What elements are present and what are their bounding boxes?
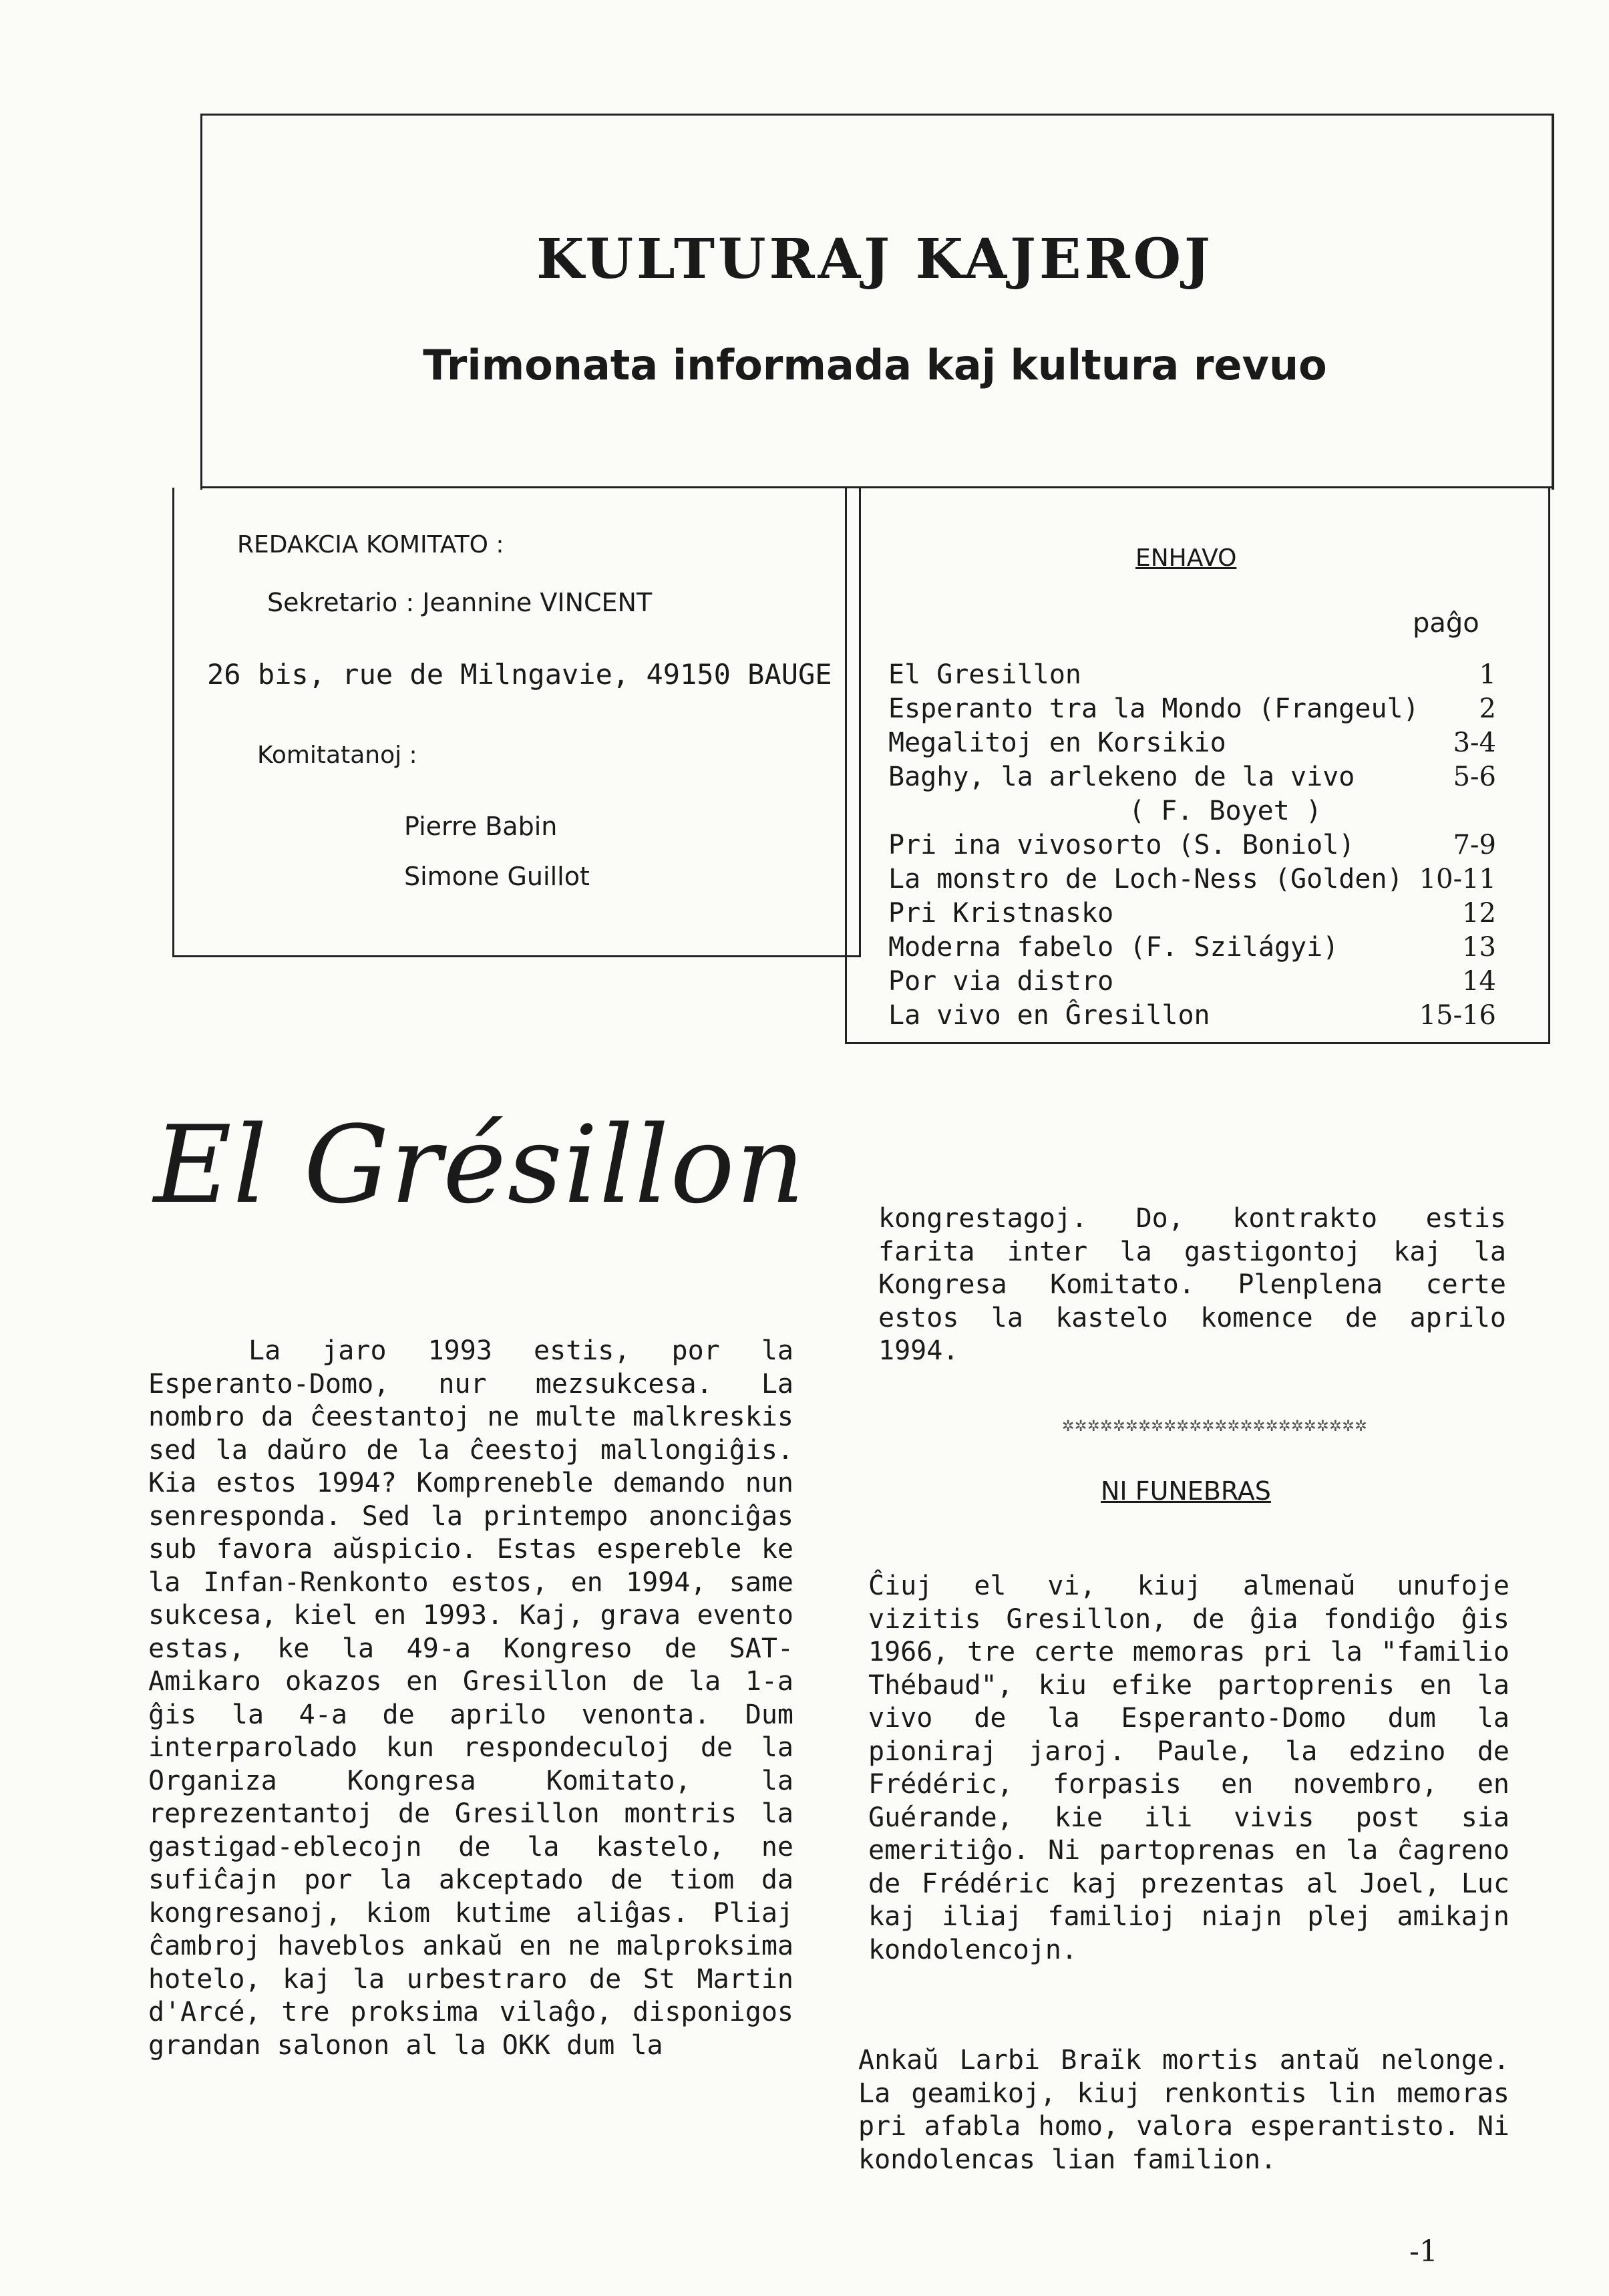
toc-item-page: 14: [1462, 966, 1496, 997]
toc-item-page: 10-11: [1419, 864, 1496, 894]
toc-item: [888, 726, 1496, 760]
toc-page-label: paĝo: [1413, 608, 1479, 639]
obituary-paragraph: Ankaŭ Larbi Braïk mortis antaŭ nelonge. La geamikoj, kiuj renkontis lin memoras pri afabla homo, valora esperantisto. Ni kondolencas lian familion.: [858, 2045, 1509, 2175]
toc-item-page: 1: [1479, 659, 1496, 690]
toc-item: [888, 931, 1496, 965]
toc-item: [888, 999, 1496, 1033]
section-separator: ✲✲✲✲✲✲✲✲✲✲✲✲✲✲✲✲✲✲✲✲✲✲✲✲: [1062, 1413, 1368, 1436]
toc-item: [888, 658, 1496, 692]
toc-item-title: Megalitoj en Korsikio: [888, 727, 1226, 758]
toc-item-title: El Gresillon: [888, 659, 1081, 690]
toc-heading: ENHAVO: [1135, 544, 1237, 572]
toc-item: [888, 828, 1496, 862]
toc-item-page: 5-6: [1453, 762, 1496, 792]
page-number: -1: [1409, 2235, 1438, 2269]
toc-item-page: 7-9: [1453, 830, 1496, 860]
toc-item: [888, 692, 1496, 726]
obituary-paragraph: Ĉiuj el vi, kiuj almenaŭ unufoje vizitis Gresillon, de ĝia fondiĝo ĝis 1966, tre certe memoras pri la "familio Thébaud", kiu efike partoprenis en la vivo de la Esperanto-Domo dum la pioniraj jaroj. Paule, la edzino de Frédéric, forpasis en novembro, en Guérande, kie ili vivis post sia emeritiĝo. Ni partoprenas en la ĉagreno de Frédéric kaj prezentas al Joel, Luc kaj iliaj familioj niajn plej amikajn kondolencojn.: [868, 1571, 1509, 1965]
magazine-title: KULTURAJ KAJEROJ: [536, 227, 1214, 291]
article-title: El Grésillon: [154, 1102, 806, 1227]
toc-item-title: Por via distro: [888, 966, 1114, 997]
editorial-member: Simone Guillot: [404, 862, 590, 891]
editorial-heading: REDAKCIA KOMITATO :: [237, 531, 504, 558]
toc-item-page: 13: [1462, 932, 1496, 963]
editorial-address: 26 bis, rue de Milngavie, 49150 BAUGE: [207, 658, 832, 691]
editorial-members-label: Komitatanoj :: [257, 742, 417, 769]
toc-item-title: Pri ina vivosorto (S. Boniol): [888, 830, 1355, 860]
toc-item-page: 2: [1479, 693, 1496, 724]
editorial-member: Pierre Babin: [404, 812, 558, 841]
toc-item: [888, 794, 1496, 828]
editorial-secretary: Sekretario : Jeannine VINCENT: [267, 588, 653, 617]
toc-item-title: Esperanto tra la Mondo (Frangeul): [888, 693, 1419, 724]
toc-item-title: La vivo en Ĝresillon: [888, 1000, 1210, 1031]
toc-item-title: Pri Kristnasko: [888, 898, 1114, 929]
toc-item-title: Moderna fabelo (F. Szilágyi): [888, 932, 1339, 963]
toc-item: [888, 896, 1496, 931]
article-right-column-continuation: kongrestagoj. Do, kontrakto estis farita inter la gastigontoj kaj la Kongresa Komitato. Plenplena certe estos la kastelo komence de aprilo 1994.: [878, 1203, 1506, 1366]
toc-item: [888, 965, 1496, 999]
toc-item-title: Baghy, la arlekeno de la vivo: [888, 762, 1355, 792]
toc-item-title: La monstro de Loch-Ness (Golden): [888, 864, 1403, 894]
masthead-box: [200, 114, 1554, 490]
toc-item: [888, 862, 1496, 896]
toc-item-page: 15-16: [1419, 1000, 1496, 1031]
magazine-subtitle: Trimonata informada kaj kultura revuo: [423, 341, 1327, 389]
toc-item: [888, 760, 1496, 794]
section-heading: NI FUNEBRAS: [1101, 1476, 1271, 1506]
article-left-column: La jaro 1993 estis, por la Esperanto-Domo, nur mezsukcesa. La nombro da ĉeestantoj ne multe malkreskis sed la daŭro de la ĉeestoj mallongiĝis. Kia estos 1994? Kompreneble demando nun senresponda. Sed la printempo anonciĝas sub favora aŭspicio. Estas espereble ke la Infan-Renkonto estos, en 1994, same sukcesa, kiel en 1993. Kaj, grava evento estas, ke la 49-a Kongreso de SAT-Amikaro okazos en Gresillon de la 1-a ĝis la 4-a de aprilo venonta. Dum interparolado kun respondeculoj de la Organiza Kongresa Komitato, la reprezentantoj de Gresillon montris la gastigad-eblecojn de la kastelo, ne sufiĉajn por la akceptado de tiom da kongresanoj, kiom kutime aliĝas. Pliaj ĉambroj haveblos ankaŭ en ne malproksima hotelo, kaj la urbestraro de St Martin d'Arcé, tre proksima vilaĝo, disponigos grandan salonon al la OKK dum la: [148, 1335, 793, 2061]
toc-list: [888, 658, 1496, 1033]
toc-item-page: 3-4: [1453, 727, 1496, 758]
toc-item-title: ( F. Boyet ): [1129, 796, 1322, 826]
toc-item-page: 12: [1462, 898, 1496, 929]
